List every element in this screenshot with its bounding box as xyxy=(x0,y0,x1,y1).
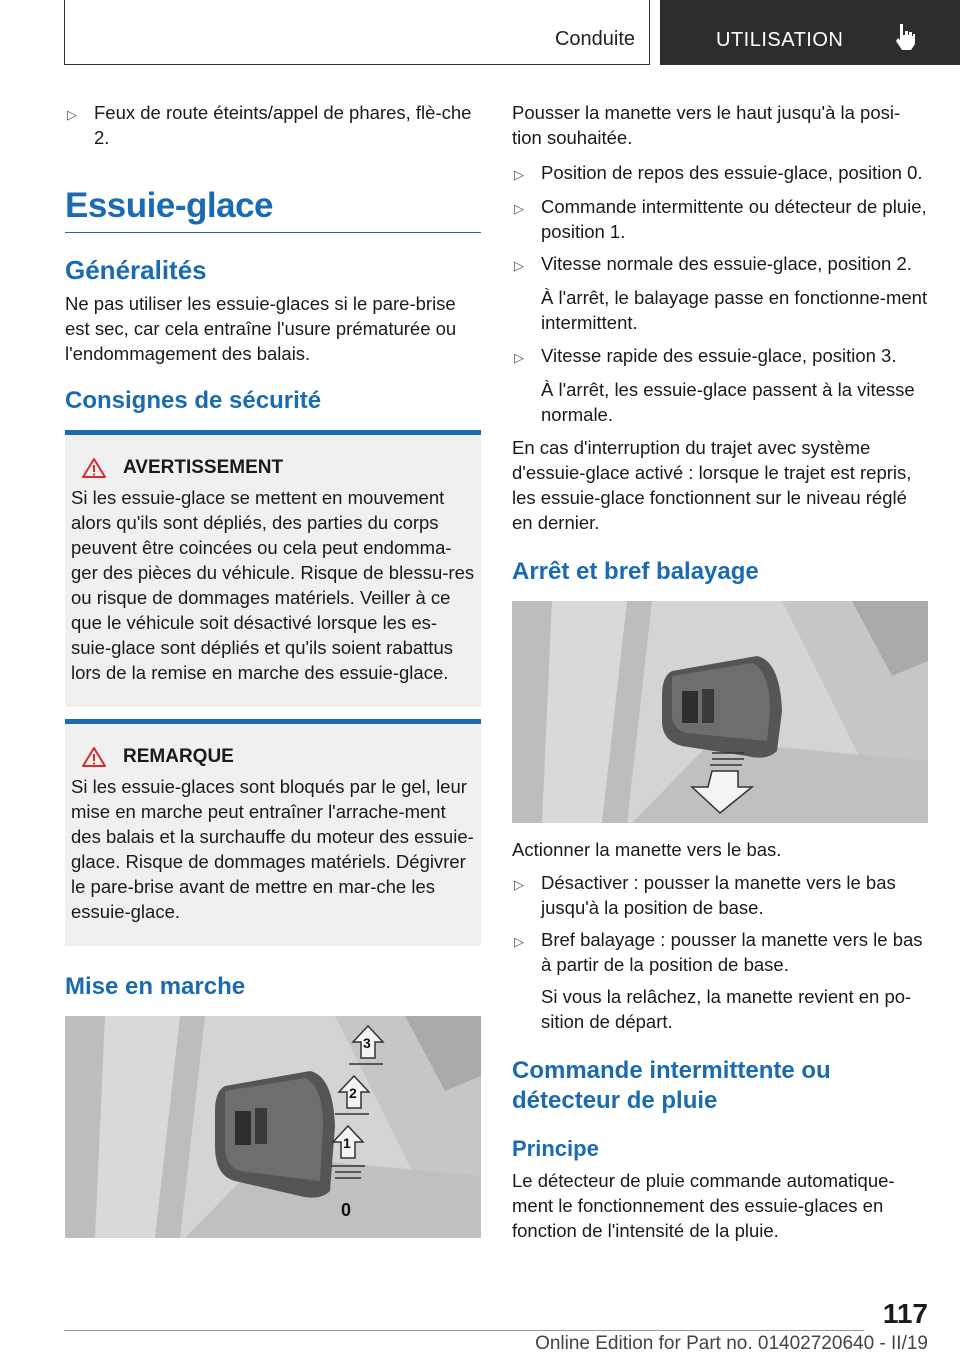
triangle-bullet-icon: ▷ xyxy=(514,258,524,273)
figure-label-1: 1 xyxy=(343,1135,351,1151)
triangle-bullet-icon: ▷ xyxy=(514,350,524,365)
warning-box xyxy=(65,430,481,707)
list-item-text: Vitesse rapide des essuie-glace, position 3. xyxy=(541,345,897,366)
list-item-text: Bref balayage : pousser la manette vers le bas à partir de la position de base. xyxy=(541,929,923,975)
heading-switch-on: Mise en marche xyxy=(65,973,246,1000)
figure-label-2: 2 xyxy=(349,1085,357,1101)
page-number: 117 xyxy=(882,1298,928,1329)
right-column xyxy=(512,100,928,1251)
list-item-text: Commande intermittente ou détecteur de pluie, position 1. xyxy=(541,196,927,242)
footer-edition: Online Edition for Part no. 01402720640 - II/19 xyxy=(535,1333,928,1354)
footer-divider xyxy=(64,1330,864,1331)
header-chapter-label: UTILISATION xyxy=(716,29,844,51)
warning-triangle-icon xyxy=(81,457,107,479)
note-title xyxy=(81,746,475,768)
heading-intermittent-rain-sensor: Commande intermittente ou détecteur de pluie xyxy=(512,1057,831,1114)
heading-principle: Principe xyxy=(512,1136,599,1161)
wiper-lever-down-illustration xyxy=(512,601,928,823)
figure-label-0: 0 xyxy=(341,1200,352,1220)
heading-stop-brief-wipe: Arrêt et bref balayage xyxy=(512,558,759,585)
lever-down-text: Actionner la manette vers le bas. xyxy=(512,839,782,860)
list-item-subtext: À l'arrêt, le balayage passe en fonctionne-ment intermittent. xyxy=(541,287,928,333)
triangle-bullet-icon: ▷ xyxy=(514,877,524,892)
page-header xyxy=(0,0,960,66)
general-text: Ne pas utiliser les essuie-glaces si le pare-brise est sec, car cela entraîne l'usure prématurée ou l'endommagement des balais. xyxy=(65,293,457,364)
note-box xyxy=(65,719,481,946)
list-item xyxy=(512,160,928,187)
list-item xyxy=(512,343,928,370)
warning-title-text: AVERTISSEMENT xyxy=(123,457,284,478)
list-item-text: Désactiver : pousser la manette vers le bas jusqu'à la position de base. xyxy=(541,872,896,918)
wiper-lever-up-illustration xyxy=(65,1016,481,1238)
figure-wiper-lever-down xyxy=(512,601,928,823)
figure-wiper-lever-up xyxy=(65,1016,481,1238)
section-title-wipers: Essuie-glace xyxy=(65,186,481,233)
warning-title xyxy=(81,457,475,479)
list-item xyxy=(65,100,481,150)
triangle-bullet-icon: ▷ xyxy=(514,167,524,182)
header-chapter-tab xyxy=(660,0,960,65)
list-item-subtext: Si vous la relâchez, la manette revient en po-sition de départ. xyxy=(541,986,912,1032)
warning-triangle-icon xyxy=(81,746,107,768)
triangle-bullet-icon: ▷ xyxy=(514,201,524,216)
left-column xyxy=(65,100,481,1238)
list-item xyxy=(512,927,928,977)
hand-pointer-icon xyxy=(894,22,916,52)
interrupt-text: En cas d'interruption du trajet avec système d'essuie-glace activé : lorsque le trajet est repris, les essuie-glace fonctionnent sur le niveau réglé en dernier. xyxy=(512,437,912,533)
heading-safety: Consignes de sécurité xyxy=(65,387,322,414)
list-item-text: Vitesse normale des essuie-glace, position 2. xyxy=(541,253,912,274)
list-item-subtext: À l'arrêt, les essuie-glace passent à la vitesse normale. xyxy=(541,379,915,425)
list-item-text: Feux de route éteints/appel de phares, flè-che 2. xyxy=(94,102,472,148)
triangle-bullet-icon: ▷ xyxy=(67,107,77,122)
note-title-text: REMARQUE xyxy=(123,746,234,767)
header-section-box xyxy=(64,0,650,65)
list-item xyxy=(512,870,928,920)
list-item xyxy=(512,251,928,278)
triangle-bullet-icon: ▷ xyxy=(514,934,524,949)
heading-general: Généralités xyxy=(65,255,207,285)
warning-text: Si les essuie-glace se mettent en mouvement alors qu'ils sont dépliés, des parties du corps peuvent être coincées ou cela peut endomma-ger des pièces du véhicule. Risque de blessu-res ou risque de dommages matériels. Veiller à ce que le véhicule soit désactivé lorsque les es-suie-glace sont dépliés et qu'ils soient rabattus lors de la remise en marche des essuie-glace. xyxy=(71,487,475,683)
figure-label-3: 3 xyxy=(363,1035,371,1051)
list-item-text: Position de repos des essuie-glace, position 0. xyxy=(541,162,923,183)
note-text: Si les essuie-glaces sont bloqués par le gel, leur mise en marche peut entraîner l'arrache-ment des balais et la surchauffe du moteur des essuie-glace. Risque de dommages matériels. Dégivrer le pare-brise avant de mettre en mar-che les essuie-glace. xyxy=(71,776,474,922)
header-section-label: Conduite xyxy=(554,28,635,50)
list-item xyxy=(512,194,928,244)
intro-text: Pousser la manette vers le haut jusqu'à la posi-tion souhaitée. xyxy=(512,102,901,148)
principle-text: Le détecteur de pluie commande automatique-ment le fonctionnement des essuie-glaces en fonction de l'intensité de la pluie. xyxy=(512,1170,895,1241)
